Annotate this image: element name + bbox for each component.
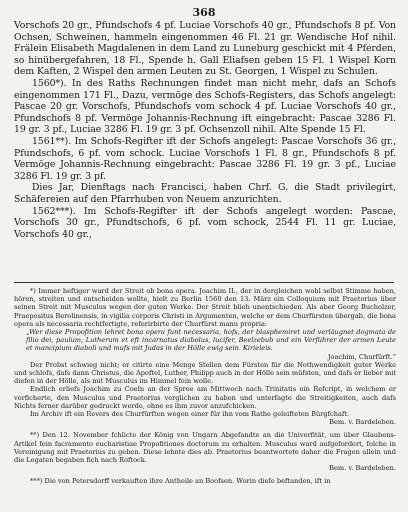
footnote-signature: Bem. v. Bardeleben. — [329, 464, 396, 473]
paragraph: 1561**). Im Schofs-Regifter ift der Schofs angelegt: Pascae Vorschofs 36 gr., Pfundschofs, 6 pf. vom schock. Luciae Vorschofs 1 Fl. 8 gr., Pfundschofs 8 pf. Vermöge Johannis-Rechnung eingebracht: Pascae 3286 Fl. 19 gr. 3 pf., Luciae 3286 Fl. 19 gr. 3 pf. — [14, 135, 396, 182]
footnotes — [14, 287, 396, 486]
footnote-quote: „Wer diese Propofition lehret bona opera funt necessaria, hofs, der blasphemiret und verläugnet dogmata de filio dei, paulum, Lutherum et eft incarnatus diabolus, lucifer, Beelzebub und ein Verführer der armen Leute et mancipium diaboli und mufs mit Judas in der Hölle ewig sein. Kirieleis. — [26, 328, 396, 353]
paragraph: Vorschofs 20 gr., Pfundschofs 4 pf. Luciae Vorschofs 40 gr., Pfundschofs 8 pf. Von Ochsen, Schweinen, hammeln eingenommen 46 Fl. 21 gr. Wendische Hof nihil. Frälein Elisabeth Magdalenen in dem Land zu Luneburg geschickt mit 4 Pferden, so hinübergefahren, 18 Fl., Spende h. Gall Eliafsen geben 15 Fl. 1 Wispel Korn dem Kaften, 2 Wispel den armen Leuten zu St. Georgen, 1 Wispel zu Schulen. — [14, 20, 396, 78]
footnote: Im Archiv ift ein Revers des Churfürften wegen einer für ihn vom Rathe geleifteten Bürgfchaft. — [30, 410, 350, 419]
main-text — [14, 20, 396, 240]
footnote: Endlich erliefs Joachim zu Coeln an der Spree am Mittwoch nach Trinitatis ein Refcript, in welchem er verficherte, den Musculus und Praetorius verglichen zu haben und unterfagte die Streitigkeiten, auch dafs Nichts ferner darüber gedruckt werde, ohne es ihm zuvor anzufchicken. — [14, 385, 396, 410]
footnote: **) Den 12. November fchlicte der König von Ungarn Abgefandte an die Univerfität, um über Glaubens-Artikel fein facramento eucharistiae Propofitiones doctorum zu erhalten. Musculus ward aufgefordert, folche in Vereinigung mit Praetorius zu geben. Diese lehnte dies ab. Praetorius beantwortete daher die Fragen allein und die Legaten begaben fich nach Roftock. — [14, 431, 396, 465]
page-number: 368 — [192, 6, 216, 19]
footnote-signature: Bem. v. Bardeleben. — [329, 418, 396, 427]
footnote-signature: Joachim, Churfürft.“ — [327, 352, 396, 361]
footnote: *) Immer heftiger ward der Streit ob bona opera. Joachim II., der in dergleichen wohl selbst Stimme haben, hören, streiten und entscheiden wollte, hielt zu Berlin 1560 den 13. März ein Colloquium mit Praetorius über seinen Streit mit Musculus wegen der guten Werke. Der Streit blieb unentschieden. Als aber Georg Bucholzer, Praepositus Berolinensis, in vigilia corporis Christi in Argumenten, welche er dem Churfürsten übergab, die bona opera als necessaria rechtfertigte, referirbirte der Churfürst manu propria: — [14, 287, 396, 328]
footnote-divider — [14, 282, 394, 283]
paragraph: 1560*). In des Raths Rechnungen findet man nicht mehr, dafs an Schofs eingenommen 171 Fl., Dazu, vermöge des Schofs-Registers, das Schofs angelegt: Pascae 20 gr. Vorschofs, Pfundschofs vom schock 4 pf. Luciae Vorschofs 40 gr., Pfundschofs 8 pf. Vermöge Johannis-Rechnung ift eingebracht: Pascae 3286 Fl. 19 gr. 3 pf., Luciae 3286 Fl. 19 gr. 3 pf. Ochsenzoll nihil. Alte Spende 15 Fl. — [14, 77, 396, 136]
paragraph: Dies Jar, Dienftags nach Francisci, haben Chrf. G. die Stadt privilegirt, Schäfereien auf den Pfarrhuben von Neuem anzurichten. — [14, 182, 396, 205]
footnote: ***) Die von Petersdorff verkauften ihre Antheile an Boofsen. Worin diefe beftanden, ift in — [30, 477, 331, 486]
paragraph: 1562***). Im Schofs-Regifter ift der Schofs angelegt worden: Pascae, Vorschofs 30 gr., Pfundtschofs, 6 pf. vom schock, 2544 Fl. 11 gr. Luciae, Vorschofs 40 gr., — [14, 205, 396, 240]
footnote: Der Probst schwieg nicht; er citirte eine Menge Stellen dem Fürsten für die Nothwendigkeit guter Werke und schlofs, dafs dann Christus, die Apoftel, Luther, Philipp auch in der Hölle sein müfsten, und dafs er lieber mit diefen in der Hölle, als mit Musculus im Himmel fein wolle. — [14, 360, 396, 386]
